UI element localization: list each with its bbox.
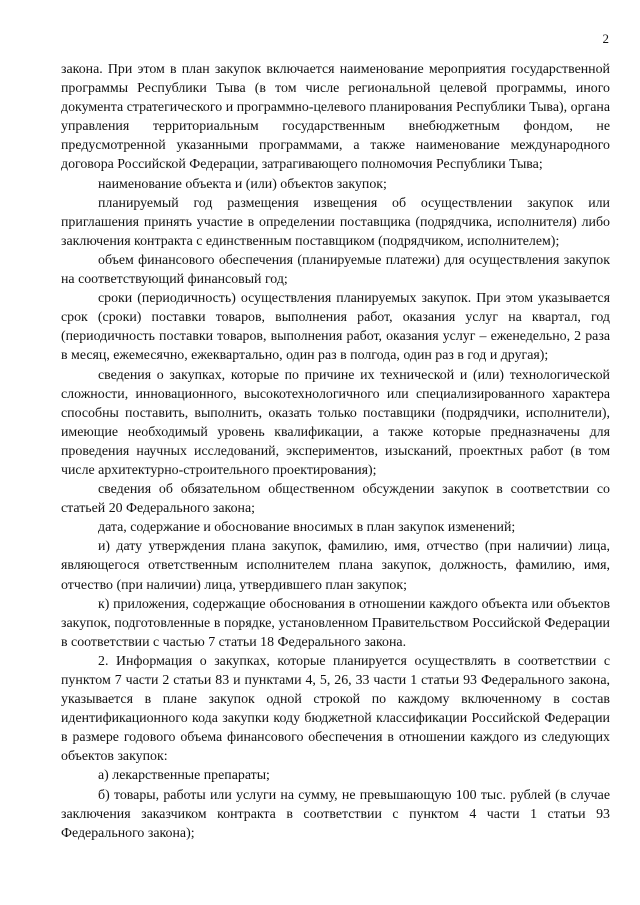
paragraph-public-discussion: сведения об обязательном общественном обсуждении закупок в соответствии со статьей 20 Федерального закона; <box>61 482 610 517</box>
paragraph-complex-procurement: сведения о закупках, которые по причине их технической и (или) технологической сложности, инновационного, высокотехнологичного или специализированного характера способны поставить, выполнить, оказать только поставщики (подрядчики, исполнители), имеющие необходимый уровень квалификации, а также которые предназначены для проведения научных исследований, экспериментов, изысканий, проектных работ (в том числе архитектурно-строительного проектирования); <box>61 367 610 478</box>
paragraph-item-a: а) лекарственные препараты; <box>98 768 270 784</box>
paragraph-planned-year: планируемый год размещения извещения об осуществлении закупок или приглашения принять участие в определении поставщика (подрядчика, исполнителя) либо заключения контракта с единственным поставщиком (подрядчиком, исполнителем); <box>61 195 610 249</box>
paragraph-item-i: и) дату утверждения плана закупок, фамилию, имя, отчество (при наличии) лица, являющегося ответственным исполнителем плана закупок, должность, фамилию, имя, отчество (при наличии) лица, утвердившего план закупок; <box>61 539 610 593</box>
page-number: 2 <box>602 31 609 46</box>
paragraph-section-2: 2. Информация о закупках, которые планируется осуществлять в соответствии с пунктом 7 части 2 статьи 83 и пунктами 4, 5, 26, 33 части 1 статьи 93 Федерального закона, указывается в плане закупок одной строкой по каждому включенному в состав идентификационного кода закупки коду бюджетной классификации Российской Федерации в размере годового объема финансового обеспечения в отношении каждого из следующих объектов закупок: <box>61 653 610 765</box>
paragraph-timing: сроки (периодичность) осуществления планируемых закупок. При этом указывается срок (сроки) поставки товаров, выполнения работ, оказания услуг на квартал, год (периодичность поставки товаров, выполнения работ, оказания услуг – еженедельно, 2 раза в месяц, ежемесячно, ежеквартально, один раз в полгода, один раз в год и другая); <box>61 291 610 364</box>
paragraph-changes: дата, содержание и обоснование вносимых в план закупок изменений; <box>98 520 516 536</box>
document-body <box>61 60 610 843</box>
paragraph-item-b: б) товары, работы или услуги на сумму, не превышающую 100 тыс. рублей (в случае заключения заказчиком контракта в соответствии с пунктом 4 части 1 статьи 93 Федерального закона); <box>61 787 610 841</box>
paragraph-financing-volume: объем финансового обеспечения (планируемые платежи) для осуществления закупок на соответствующий финансовый год; <box>61 252 610 288</box>
paragraph-object-name: наименование объекта и (или) объектов закупок; <box>98 176 387 192</box>
paragraph-item-k: к) приложения, содержащие обоснования в отношении каждого объекта или объектов закупок, подготовленные в порядке, установленном Правительством Российской Федерации в соответствии с частью 7 статьи 18 Федерального закона. <box>61 596 610 650</box>
paragraph-intro-continuation: закона. При этом в план закупок включается наименование мероприятия государственной программы Республики Тыва (в том числе региональной целевой программы, иного документа стратегического и программно-целевого планирования Республики Тыва), органа управления территориальным государственным внебюджетным фондом, не предусмотренной указанными программами, а также наименование международного договора Российской Федерации, затрагивающего полномочия Республики Тыва; <box>61 62 610 173</box>
